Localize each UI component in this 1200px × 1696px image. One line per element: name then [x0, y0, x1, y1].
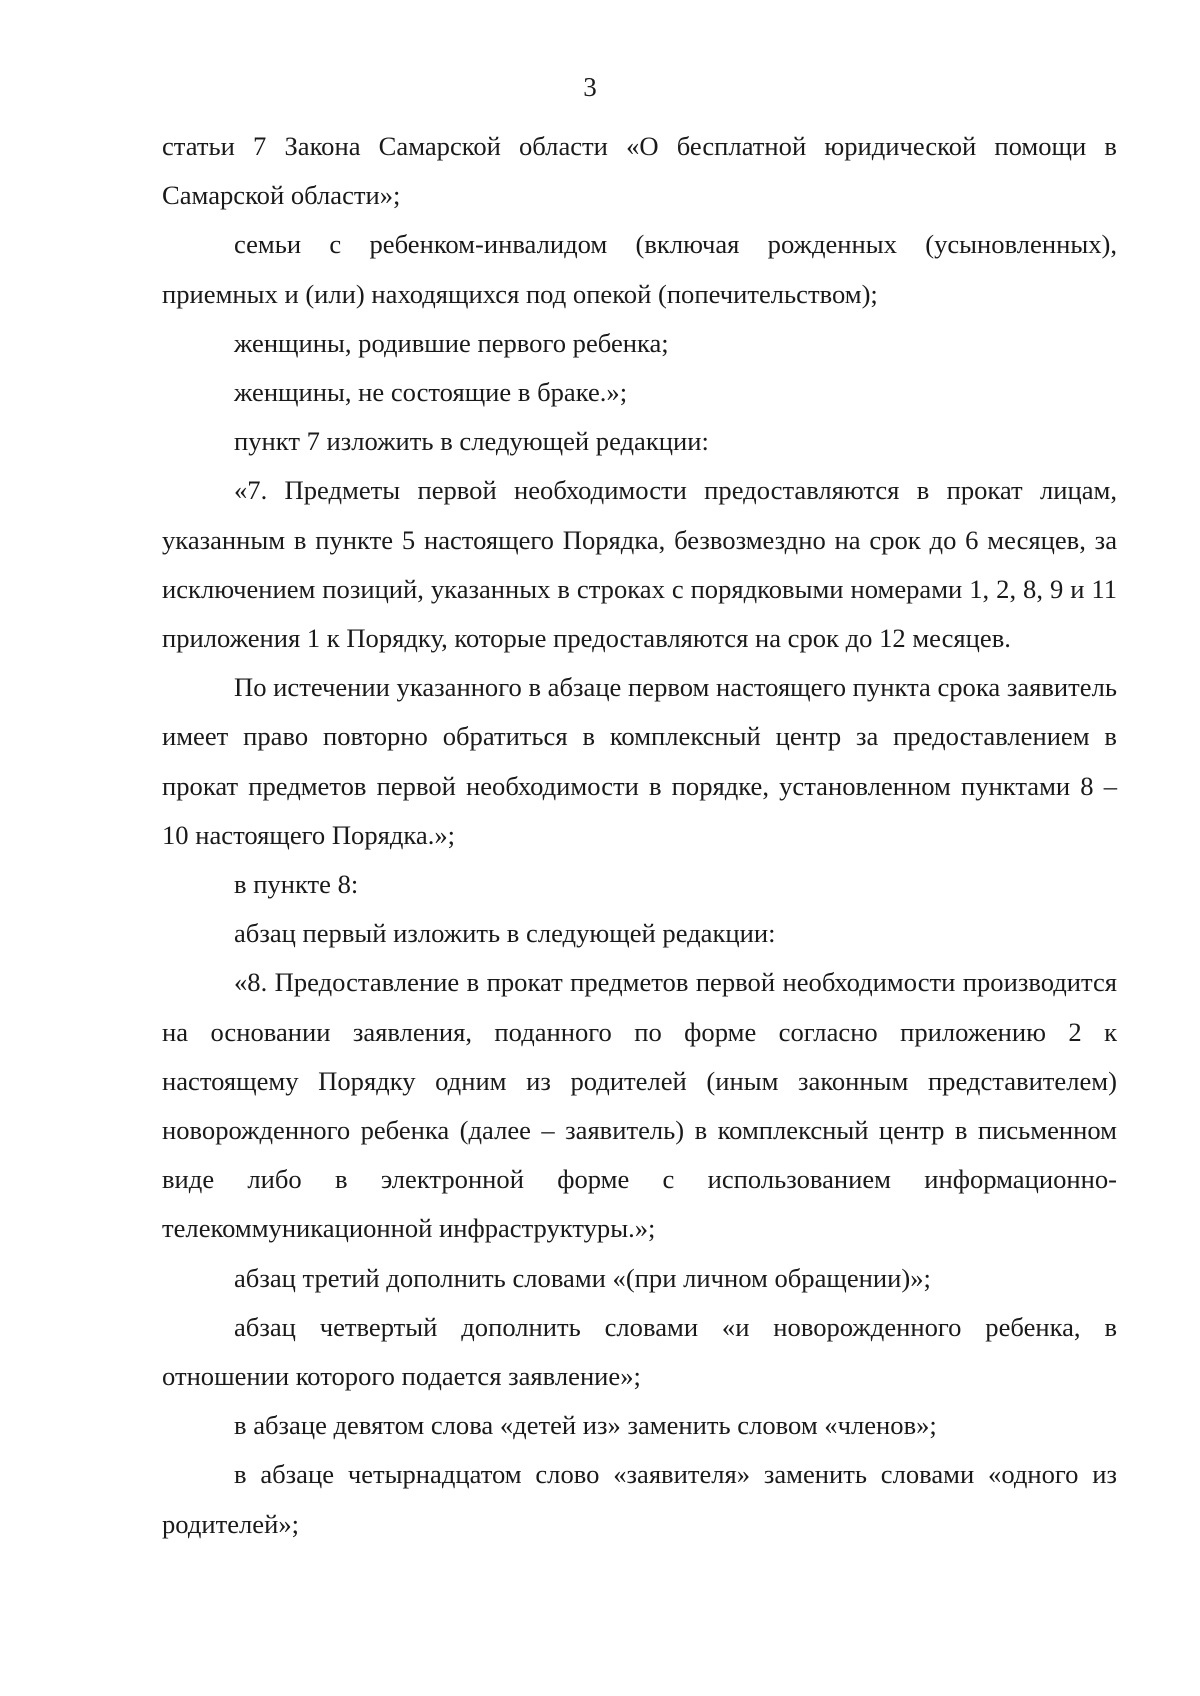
paragraph-12: абзац четвертый дополнить словами «и новорожденного ребенка, в отношении которого подается заявление»;: [162, 1311, 1117, 1392]
paragraph-6: «7. Предметы первой необходимости предоставляются в прокат лицам, указанным в пункте 5 настоящего Порядка, безвозмездно на срок до 6 месяцев, за исключением позиций, указанных в строках с порядковыми номерами 1, 2, 8, 9 и 11 приложения 1 к Порядку, которые предоставляются на срок до 12 месяцев.: [162, 475, 1117, 654]
paragraph-7: По истечении указанного в абзаце первом настоящего пункта срока заявитель имеет право повторно обратиться в комплексный центр за предоставлением в прокат предметов первой необходимости в порядке, установленном пунктами 8 – 10 настоящего Порядка.»;: [162, 672, 1117, 850]
document-body: [162, 122, 1117, 1549]
paragraph-9: абзац первый изложить в следующей редакции:: [234, 918, 776, 949]
paragraph-8: в пункте 8:: [234, 869, 359, 900]
paragraph-4: женщины, не состоящие в браке.»;: [234, 377, 628, 408]
paragraph-5: пункт 7 изложить в следующей редакции:: [234, 426, 709, 457]
paragraph-2: семьи с ребенком-инвалидом (включая рожденных (усыновленных), приемных и (или) находящихся под опекой (попечительством);: [162, 229, 1117, 309]
paragraph-14: в абзаце четырнадцатом слово «заявителя» заменить словами «одного из родителей»;: [162, 1459, 1117, 1539]
page-number: 3: [583, 72, 597, 102]
paragraph-11: абзац третий дополнить словами «(при личном обращении)»;: [234, 1262, 931, 1293]
paragraph-13: в абзаце девятом слова «детей из» заменить словом «членов»;: [234, 1410, 937, 1441]
paragraph-10: «8. Предоставление в прокат предметов первой необходимости производится на основании заявления, поданного по форме согласно приложению 2 к настоящему Порядку одним из родителей (иным законным представителем) новорожденного ребенка (далее – заявитель) в комплексный центр в письменном виде либо в электронной форме с использованием информационно-телекоммуникационной инфраструктуры.»;: [162, 967, 1117, 1244]
paragraph-1: статьи 7 Закона Самарской области «О бесплатной юридической помощи в Самарской области»;: [162, 131, 1117, 211]
paragraph-3: женщины, родившие первого ребенка;: [234, 327, 669, 358]
